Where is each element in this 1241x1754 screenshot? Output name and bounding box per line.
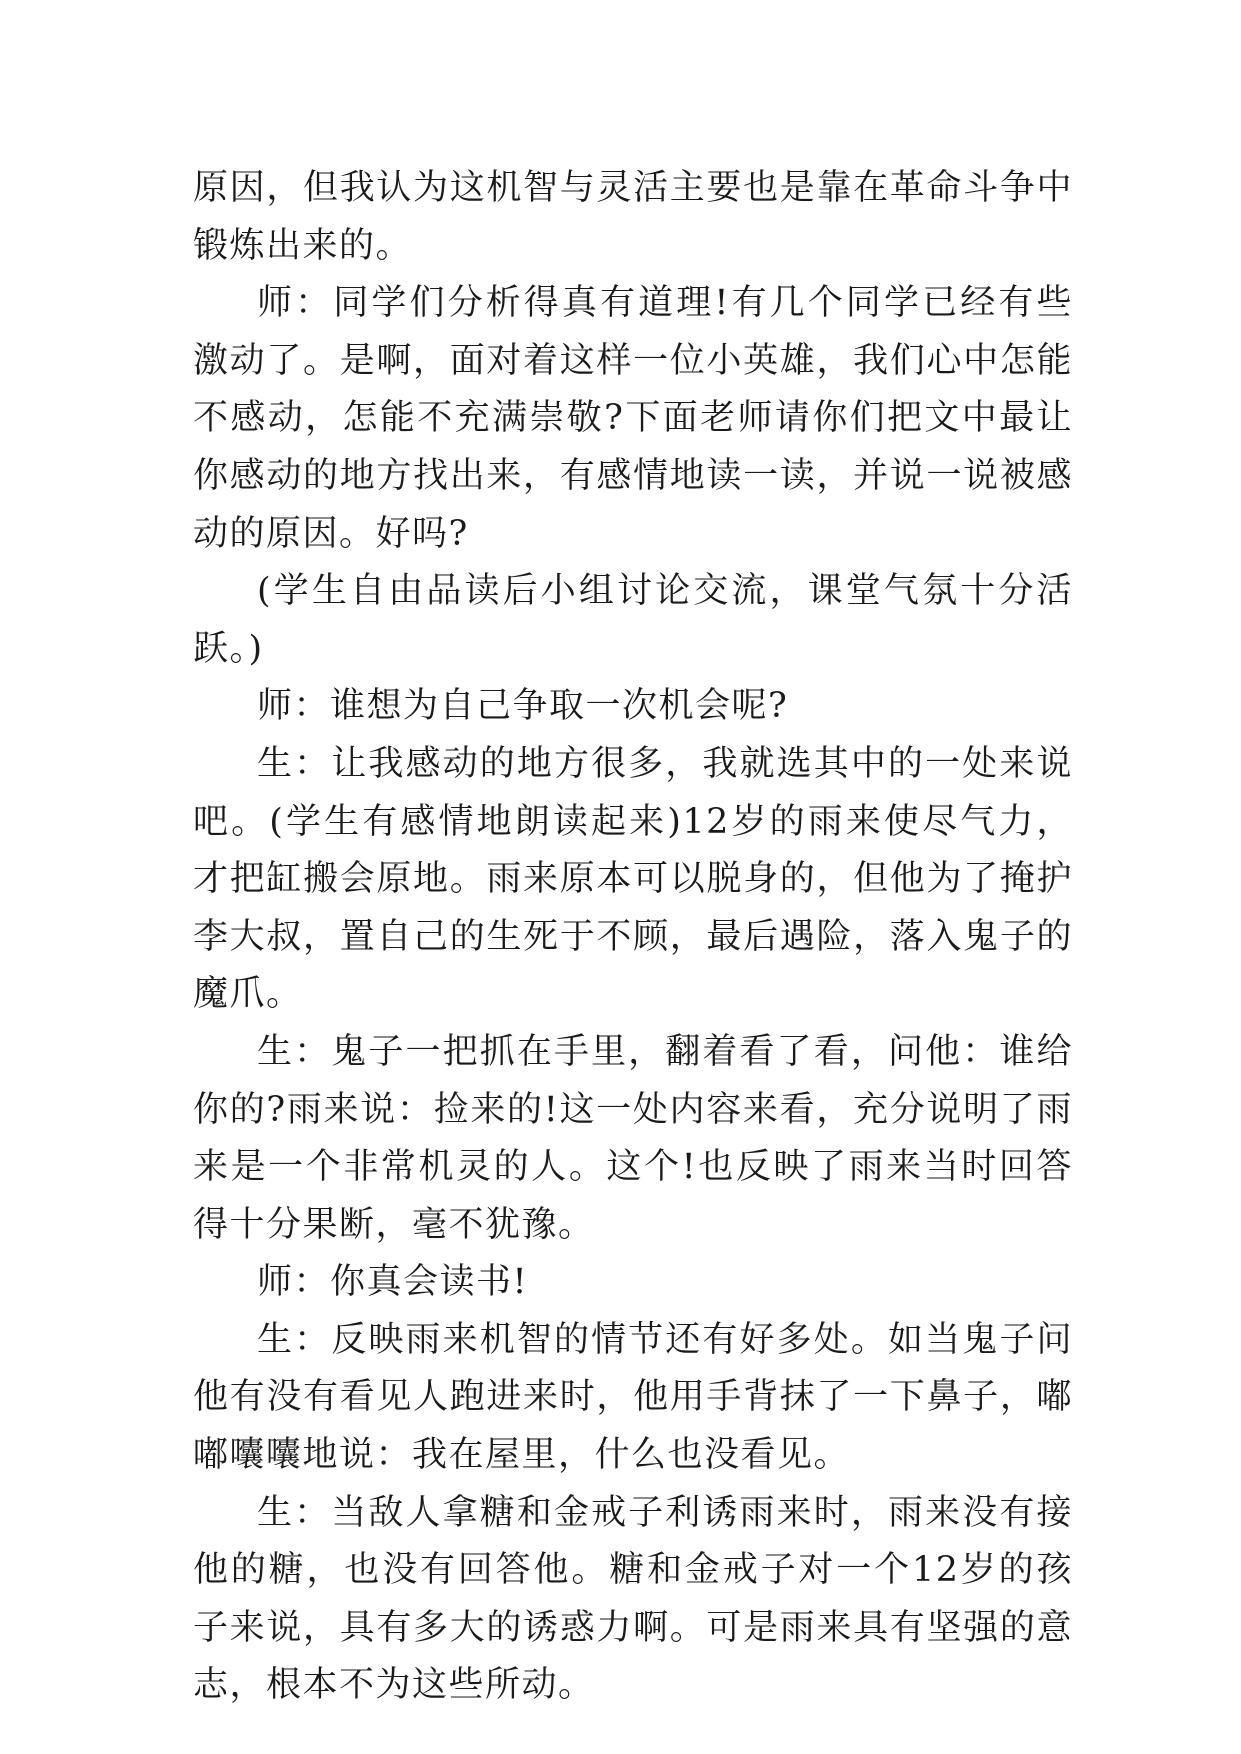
paragraph-7: 师：你真会读书! xyxy=(257,1262,529,1303)
paragraph-2: 师：同学们分析得真有道理!有几个同学已经有些激动了。是啊，面对着这样一位小英雄，我们心中怎能不感动，怎能不充满崇敬?下面老师请你们把文中最让你感动的地方找出来，有感情地读一读，并说一说被感动的原因。好吗? xyxy=(193,283,1073,554)
paragraph-5: 生：让我感动的地方很多，我就选其中的一处来说吧。(学生有感情地朗读起来)12岁的雨来使尽气力，才把缸搬会原地。雨来原本可以脱身的，但他为了掩护李大叔，置自己的生死于不顾，最后遇险，落入鬼子的魔爪。 xyxy=(193,743,1073,1015)
paragraph-8: 生：反映雨来机智的情节还有好多处。如当鬼子问他有没有看见人跑进来时，他用手背抹了一下鼻子，嘟嘟囔囔地说：我在屋里，什么也没看见。 xyxy=(193,1319,1073,1476)
paragraph-1: 原因，但我认为这机智与灵活主要也是靠在革命斗争中锻炼出来的。 xyxy=(193,168,1073,266)
paragraph-4: 师：谁想为自己争取一次机会呢? xyxy=(257,686,789,727)
document-body xyxy=(193,160,1073,1715)
paragraph-3: (学生自由品读后小组讨论交流，课堂气氛十分活跃。) xyxy=(193,571,1073,669)
paragraph-6: 生：鬼子一把抓在手里，翻着看了看，问他：谁给你的?雨来说：捡来的!这一处内容来看，充分说明了雨来是一个非常机灵的人。这个!也反映了雨来当时回答得十分果断，毫不犹豫。 xyxy=(193,1031,1073,1245)
paragraph-9: 生：当敌人拿糖和金戒子利诱雨来时，雨来没有接他的糖，也没有回答他。糖和金戒子对一个12岁的孩子来说，具有多大的诱惑力啊。可是雨来具有坚强的意志，根本不为这些所动。 xyxy=(193,1492,1073,1706)
